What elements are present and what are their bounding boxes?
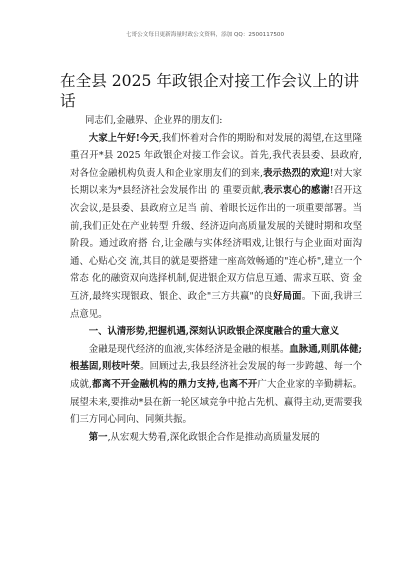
opening-text-e: 。下面,我讲三点意见。 (70, 290, 362, 320)
header-watermark: 七哥公文每日更新海量时政公文资料，添加 QQ：2500117500 (125, 32, 285, 38)
first-point-text: ,从宏观大势看,深化政银企合作是推动高质量发展的 (107, 431, 320, 443)
opening-text-d: !召开这次会议,是县委、县政府立足当 前、着眼长远作出的一项重要部署。当前,我们正处在产业转型 升级、经济迈向高质量发展的关键时期和攻坚阶段。通过政府搭 台,让金融与实体经济唱戏,让银行与企业面对面沟通、心贴心交 流,其目的就是要搭建一座高效畅通的"连心桥",建立一个常态 化的融资双向选择机制,促进银企双方信息互通、需求互联、资 金互济,最终实现银政、银企、政企"三方共赢"的良 (70, 185, 362, 302)
section1-text-c: 广大企业家的辛勤耕耘。展望未来,要推动*县在新一轮区域竞争中抢占先机、赢得主动,更需要我们三方同心同向、同频共振。 (70, 378, 362, 426)
thanks-bold: 表示衷心的感谢 (263, 185, 330, 197)
good-situation-bold: 好局面 (273, 290, 302, 302)
greeting-bold: 大家上午好!今天 (88, 132, 159, 144)
opening-text-b: 县委、县政府,对各位金融机构负责人和企业家朋友们的到来, (70, 150, 362, 179)
document-body (70, 112, 362, 446)
section1-bold-a: 血脉通,则肌体健;根基固,则枝叶荣 (70, 343, 363, 373)
first-point-paragraph (70, 429, 362, 447)
welcome-bold: 表示热烈的欢迎 (263, 167, 330, 179)
section1-bold-b: 都离不开金融机构的鼎力支持,也离不开 (92, 378, 258, 390)
first-point-bold: 第一 (88, 431, 108, 443)
section1-text-b: 。回顾过去,我县经济社会发展的每一步跨越、每一个成就, (70, 361, 363, 390)
opening-text-a: ,我们怀着对合作的期盼和对发展的渴望,在这里隆重召开*县 2025 年政银企对接工作会议。首先,我代表 (70, 132, 362, 162)
salutation: 同志们,金融界、企业界的朋友们: (85, 115, 223, 126)
section-heading-1: 一、认清形势,把握机遇,深刻认识政银企深度融合的重大意义 (88, 326, 340, 338)
section1-paragraph (70, 341, 362, 429)
document-title: 在全县 2025 年政银企对接工作会议上的讲话 (60, 72, 360, 110)
section1-text-a: 金融是现代经济的血液,实体经济是金融的根基。 (88, 343, 290, 355)
opening-text-c: !对大家长期以来为*县经济社会发展作出 的 重要贡献, (70, 167, 362, 197)
opening-paragraph (70, 130, 362, 324)
